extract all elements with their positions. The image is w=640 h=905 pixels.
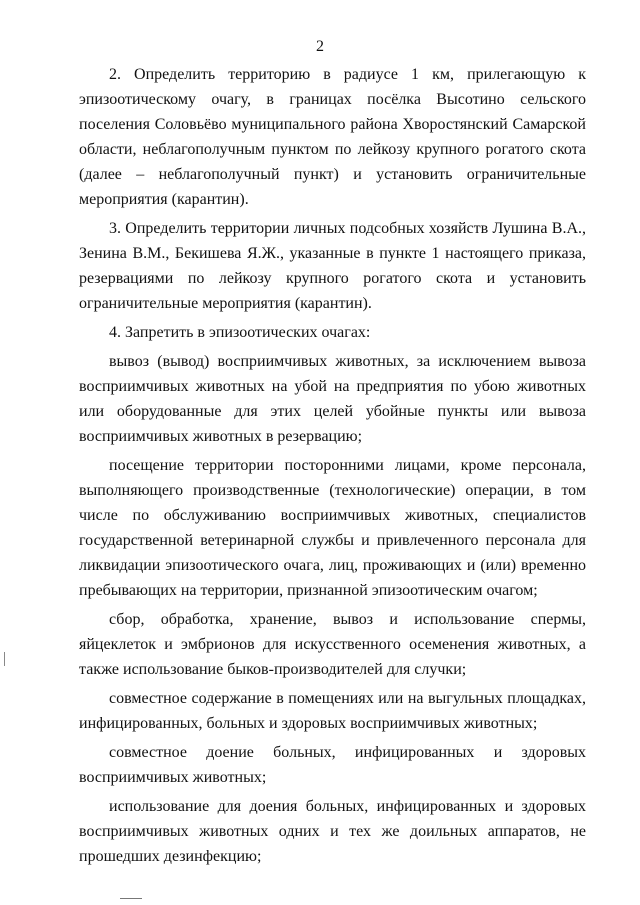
prohibition-visits: посещение территории посторонними лицами, кроме персонала, выполняющего производственные (технологические) операции, в том числе по обслуживанию восприимчивых животных, специалистов государственной ветеринарной службы и привлеченного персонала для ликвидации эпизоотического очага, лиц, проживающих и (или) временно пребывающих на территории, признанной эпизоотическим очагом; <box>79 457 586 599</box>
scan-margin-mark <box>4 652 5 666</box>
scan-bottom-mark <box>120 898 142 899</box>
paragraph-item-2: 2. Определить территорию в радиусе 1 км, прилегающую к эпизоотическому очагу, в границах посёлка Высотино сельского поселения Соловьёво муниципального района Хворостянский Самарской области, неблагополучным пунктом по лейкозу крупного рогатого скота (далее – неблагополучный пункт) и установить ограничительные мероприятия (карантин). <box>79 66 586 208</box>
paragraph-item-4: 4. Запретить в эпизоотических очагах: <box>109 324 371 341</box>
prohibition-removal: вывоз (вывод) восприимчивых животных, за исключением вывоза восприимчивых животных на убой на предприятия по убою животных или оборудованные для этих целей убойные пункты или вывоза восприимчивых животных в резервацию; <box>79 353 586 445</box>
prohibition-sperm-embryos: сбор, обработка, хранение, вывоз и использование спермы, яйцеклеток и эмбрионов для искусственного осеменения животных, а также использование быков-производителей для случки; <box>79 611 586 678</box>
paragraph-item-3: 3. Определить территории личных подсобных хозяйств Лушина В.А., Зенина В.М., Бекишева Я.Ж., указанные в пункте 1 настоящего приказа, резервациями по лейкозу крупного рогатого скота и установить ограничительные мероприятия (карантин). <box>79 220 586 312</box>
document-body <box>79 62 586 869</box>
prohibition-joint-keeping: совместное содержание в помещениях или на выгульных площадках, инфицированных, больных и здоровых восприимчивых животных; <box>79 690 586 732</box>
page-number: 2 <box>316 38 324 55</box>
prohibition-joint-milking: совместное доение больных, инфицированных и здоровых восприимчивых животных; <box>79 744 586 786</box>
prohibition-milking-equipment: использование для доения больных, инфицированных и здоровых восприимчивых животных одних и тех же доильных аппаратов, не прошедших дезинфекцию; <box>79 798 586 865</box>
